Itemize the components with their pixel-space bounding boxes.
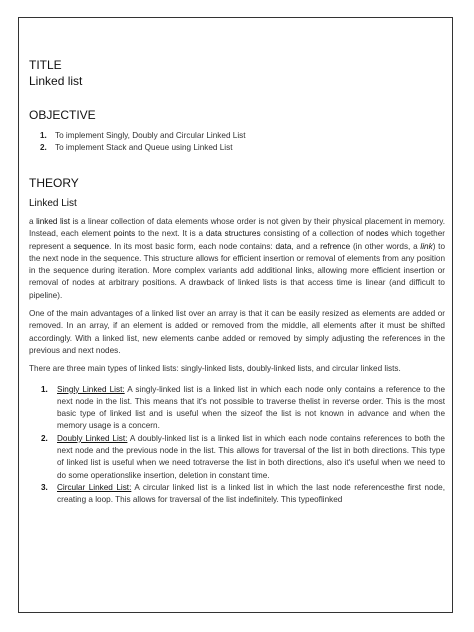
type-description: A singly-linked list is a linked list in which each node only contains a reference to the next node in the list. This means that it's not possible to traverse thelist in reverse order. This is the most basic type of linked list and is useful when the sizeof the list is not known in advance and when the memory usage is a concern. [57,384,445,431]
theory-subheading: Linked List [29,198,77,209]
text-run: consisting of a collection of [260,229,367,239]
type-description: A doubly-linked list is a linked list in which each node contains references to both the next node and the previous node in the list. This allows for traversal of the list in both directions. This type of linked list is useful when we need totraverse the list in both directions, also it's useful when we need to do some operationslike insertion, deletion in constant time. [57,433,445,480]
objective-item-text: To implement Stack and Queue using Linked List [55,143,233,152]
objective-list [29,130,445,154]
text-run: is a linear collection of data elements whose order is not given by their physical placement in memory. Instead, each element [29,217,445,239]
type-term: Doubly Linked List: [57,433,128,443]
theory-paragraph-1 [29,216,445,302]
theory-paragraph-2: One of the main advantages of a linked list over an array is that it can be easily resized as elements are added or removed. In an array, if an element is added or removed from the middle, all elements after it must be shifted accordingly. With a linked list, new elements canbe added or removed by simply adjusting the references in the previous and next nodes. [29,309,445,355]
text-run: (in other words, a [350,241,421,251]
list-number: 1. [41,384,48,394]
type-term: Singly Linked List: [57,384,125,394]
objective-heading: OBJECTIVE [29,108,96,122]
type-term: Circular Linked List: [57,482,132,492]
text-run: , and a [291,241,321,251]
theory-heading: THEORY [29,176,79,190]
list-item [29,482,445,507]
text-run: to the next. It is a [135,229,206,239]
term-points: points [113,229,136,239]
type-description: A circular linked list is a linked list in which the last node referencesthe first node, creating a loop. This allows for traversal of the list indefinitely. This typeoflinked [57,482,445,505]
theory-paragraph-3: There are three main types of linked lists: singly-linked lists, doubly-linked lists, and circular linked lists. [29,364,401,374]
objective-item [29,130,445,142]
text-run: . In its most basic form, each node contains: [109,241,276,251]
title-value: Linked list [29,74,83,88]
title-heading: TITLE [29,58,62,72]
text-run: ) to the next node in the sequence. This structure allows for efficient insertion or removal of elements from any position in the sequence during iteration. More complex variants add additional links, allowing more efficient insertion or removal of nodes at arbitrary positions. A drawback of linked lists is that access time is linear (and difficult to pipeline). [29,241,445,300]
term-refrence: refrence [320,241,351,251]
text-run: which together represent a [29,229,445,251]
term-sequence: sequence [73,241,110,251]
objective-item-text: To implement Singly, Doubly and Circular Linked List [55,131,246,140]
objective-item [29,142,445,154]
list-number: 1. [40,131,47,140]
linked-list-types [29,384,445,507]
list-item [29,433,445,482]
list-number: 2. [40,143,47,152]
document-page [18,17,453,613]
term-linked-list: linked list [36,217,70,226]
list-number: 2. [41,433,48,443]
term-data-structures: data structures [205,229,261,239]
term-data: data [275,241,292,251]
term-nodes: nodes [366,229,389,239]
list-item [29,384,445,433]
document-content [29,58,445,507]
list-number: 3. [41,482,48,492]
text-run: a [29,217,37,226]
term-link: link [420,241,433,251]
